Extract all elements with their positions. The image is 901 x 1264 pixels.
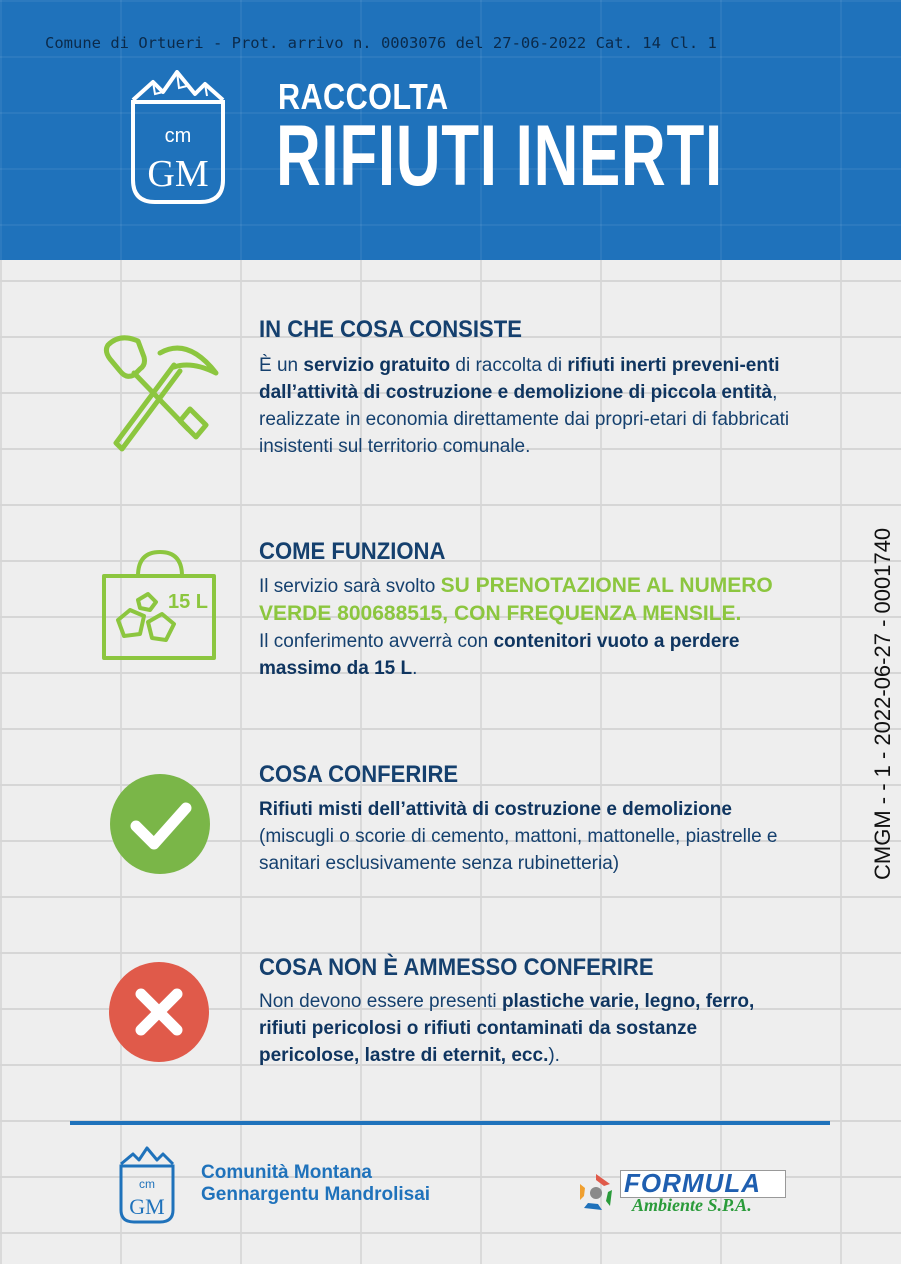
svg-text:GM: GM bbox=[147, 153, 209, 195]
svg-text:GM: GM bbox=[129, 1194, 165, 1219]
footer-org-line2: Gennargentu Mandrolisai bbox=[201, 1184, 431, 1205]
header-banner bbox=[0, 0, 901, 260]
footer-org-line1: Comunità Montana bbox=[201, 1162, 372, 1183]
container-15l-icon bbox=[100, 550, 218, 662]
section-body-consiste: È un servizio gratuito di raccolta di rifiuti inerti preveni-enti dall’attività di costruzione e demolizione di piccola entità, realizzate in economia direttamente dai propri-etari di fabbricati insistenti sul territorio comunale. bbox=[259, 355, 790, 457]
side-protocol-stamp: CMGM - - 1 - 2022-06-27 - 0001740 bbox=[870, 527, 895, 880]
section-body-non-ammesso: Non devono essere presenti plastiche varie, legno, ferro, rifiuti pericolosi o rifiuti contaminati da sostanze pericolose, lastre di eternit, ecc.). bbox=[259, 991, 755, 1066]
section-body-funziona: Il servizio sarà svolto SU PRENOTAZIONE AL NUMERO VERDE 800688515, CON FREQUENZA MENSILE. Il conferimento avverrà con contenitori vuoto a perdere massimo da 15 L. bbox=[259, 574, 773, 679]
svg-text:15 L: 15 L bbox=[168, 591, 209, 613]
formula-word: FORMULA bbox=[624, 1168, 761, 1198]
section-title-non-ammesso: COSA NON È AMMESSO CONFERIRE bbox=[259, 954, 654, 981]
cmgm-logo bbox=[125, 70, 230, 210]
footer-organization bbox=[201, 1162, 430, 1206]
title-small: RACCOLTA bbox=[278, 76, 449, 117]
svg-text:cm: cm bbox=[164, 125, 192, 147]
cmgm-footer-logo bbox=[117, 1146, 177, 1226]
formula-sub: Ambiente S.P.A. bbox=[632, 1195, 752, 1215]
title-big: RIFIUTI INERTI bbox=[276, 108, 723, 204]
footer-divider bbox=[70, 1121, 830, 1125]
section-title-consiste: IN CHE COSA CONSISTE bbox=[259, 316, 522, 343]
recycle-icon bbox=[574, 1170, 618, 1214]
cross-icon bbox=[107, 960, 211, 1064]
section-title-conferire: COSA CONFERIRE bbox=[259, 761, 459, 788]
section-title-funziona: COME FUNZIONA bbox=[259, 538, 446, 565]
protocol-stamp: Comune di Ortueri - Prot. arrivo n. 0003076 del 27-06-2022 Cat. 14 Cl. 1 bbox=[45, 34, 717, 52]
svg-text:cm: cm bbox=[139, 1177, 155, 1191]
checkmark-icon bbox=[108, 772, 212, 876]
section-body-conferire: Rifiuti misti dell’attività di costruzione e demolizione (miscugli o scorie di cemento, mattoni, mattonelle, piastrelle e sanitari esclusivamente senza rubinetteria) bbox=[259, 799, 778, 874]
shovel-pickaxe-icon bbox=[100, 333, 220, 453]
formula-ambiente-logo bbox=[574, 1168, 786, 1214]
